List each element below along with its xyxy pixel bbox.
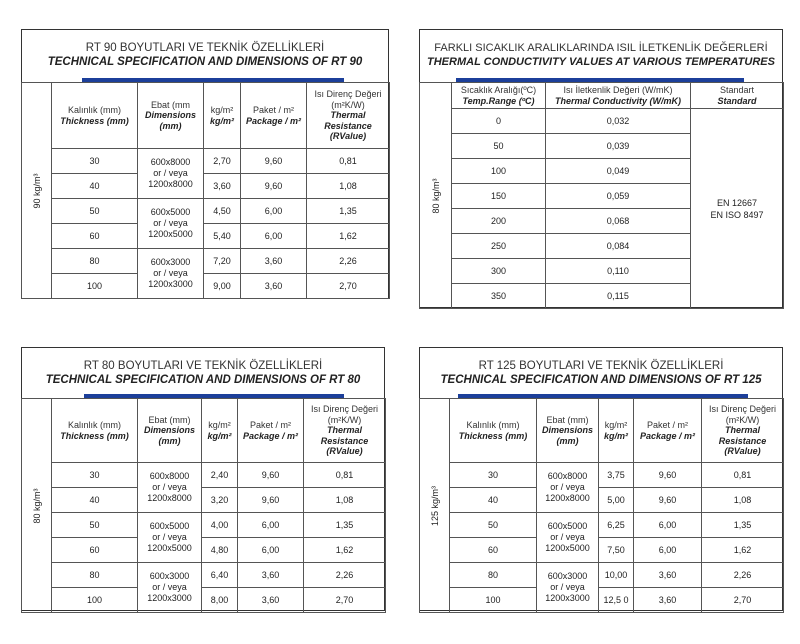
col-thickness: Kalınlık (mm) Thickness (mm): [52, 399, 138, 463]
rt125-panel: [419, 347, 783, 611]
cell-thickness: 100: [52, 274, 138, 299]
cell-dimensions: 600x5000 or / veya 1200x5000: [138, 199, 204, 249]
cell-thickness: 40: [52, 174, 138, 199]
cell-package: 9,60: [241, 149, 307, 174]
cell-dimensions: 600x3000 or / veya 1200x3000: [138, 563, 202, 613]
conductivity-table: [419, 82, 784, 309]
cell-resistance: 2,70: [307, 274, 390, 299]
cell-kg: 12,5 0: [599, 588, 634, 613]
cell-kg: 8,00: [202, 588, 238, 613]
table-row: [420, 588, 784, 613]
cell-kg: 3,75: [599, 463, 634, 488]
cell-resistance: 1,35: [702, 513, 784, 538]
cell-resistance: 0,81: [702, 463, 784, 488]
cell-value: 0,059: [546, 184, 691, 209]
cell-value: 0,032: [546, 109, 691, 134]
rt90-panel: [21, 29, 389, 299]
rt90-title-tr: RT 90 BOYUTLARI VE TEKNİK ÖZELLİKLERİ: [85, 42, 325, 54]
cell-kg: 6,25: [599, 513, 634, 538]
cell-temp: 300: [452, 259, 546, 284]
cell-package: 9,60: [241, 174, 307, 199]
cell-kg: 2,40: [202, 463, 238, 488]
cell-temp: 250: [452, 234, 546, 259]
cell-temp: 0: [452, 109, 546, 134]
header-row: [420, 83, 784, 109]
col-resistance: Isı Direnç Değeri (m²K/W) Thermal Resistance (RValue): [304, 399, 386, 463]
cell-package: 9,60: [238, 488, 304, 513]
col-thickness: Kalınlık (mm) Thickness (mm): [450, 399, 537, 463]
col-kg: kg/m² kg/m²: [204, 83, 241, 149]
cell-kg: 2,70: [204, 149, 241, 174]
cell-thickness: 30: [450, 463, 537, 488]
cell-temp: 200: [452, 209, 546, 234]
cell-dimensions: 600x3000 or / veya 1200x3000: [138, 249, 204, 299]
cell-value: 0,084: [546, 234, 691, 259]
cell-dimensions: 600x5000 or / veya 1200x5000: [537, 513, 599, 563]
table-row: [420, 488, 784, 513]
col-resistance: Isı Direnç Değeri (m²K/W) Thermal Resistance (RValue): [702, 399, 784, 463]
table-row: [22, 513, 386, 538]
table-row: [22, 488, 386, 513]
cell-resistance: 1,62: [307, 224, 390, 249]
conductivity-title-en: THERMAL CONDUCTIVITY VALUES AT VARIOUS TEMPERATURES: [427, 56, 775, 68]
cell-thickness: 100: [450, 588, 537, 613]
col-resistance: Isı Direnç Değeri (m²K/W) Thermal Resistance (RValue): [307, 83, 390, 149]
cell-package: 3,60: [634, 588, 702, 613]
cell-dimensions: 600x5000 or / veya 1200x5000: [138, 513, 202, 563]
cell-resistance: 2,70: [702, 588, 784, 613]
density-label: 125 kg/m³: [420, 399, 450, 613]
cell-dimensions: 600x3000 or / veya 1200x3000: [537, 563, 599, 613]
table-row: [22, 174, 390, 199]
cell-package: 9,60: [634, 463, 702, 488]
cell-thickness: 50: [52, 513, 138, 538]
col-dimensions: Ebat (mm) Dimensions (mm): [138, 399, 202, 463]
table-row: [22, 563, 386, 588]
cell-kg: 9,00: [204, 274, 241, 299]
density-label: 80 kg/m³: [420, 83, 452, 309]
cell-resistance: 1,62: [702, 538, 784, 563]
table-row: [22, 588, 386, 613]
cell-resistance: 2,26: [702, 563, 784, 588]
rt80-title: [22, 359, 384, 387]
cell-package: 6,00: [634, 513, 702, 538]
cell-kg: 3,60: [204, 174, 241, 199]
col-temp-range: Sıcaklık Aralığı(ºC) Temp.Range (ºC): [452, 83, 546, 109]
cell-thickness: 60: [52, 224, 138, 249]
rt80-title-tr: RT 80 BOYUTLARI VE TEKNİK ÖZELLİKLERİ: [83, 360, 323, 372]
cell-kg: 7,20: [204, 249, 241, 274]
cell-thickness: 60: [450, 538, 537, 563]
cell-resistance: 1,08: [702, 488, 784, 513]
rt125-title-en: TECHNICAL SPECIFICATION AND DIMENSIONS OF RT 125: [440, 374, 762, 386]
cell-thickness: 80: [52, 563, 138, 588]
cell-kg: 4,00: [202, 513, 238, 538]
rt90-table: [21, 82, 390, 299]
cell-value: 0,110: [546, 259, 691, 284]
col-standard: Standart Standard: [691, 83, 784, 109]
cell-thickness: 40: [450, 488, 537, 513]
cell-thickness: 60: [52, 538, 138, 563]
rt80-title-en: TECHNICAL SPECIFICATION AND DIMENSIONS OF RT 80: [45, 374, 361, 386]
table-row: [22, 224, 390, 249]
rt80-table: [21, 398, 386, 613]
cell-package: 6,00: [238, 513, 304, 538]
cell-package: 3,60: [241, 274, 307, 299]
cell-resistance: 2,26: [304, 563, 386, 588]
table-row: [22, 249, 390, 274]
cell-package: 3,60: [241, 249, 307, 274]
cell-dimensions: 600x8000 or / veya 1200x8000: [138, 463, 202, 513]
cell-thickness: 40: [52, 488, 138, 513]
cell-kg: 5,00: [599, 488, 634, 513]
cell-value: 0,068: [546, 209, 691, 234]
cell-resistance: 1,08: [304, 488, 386, 513]
cell-kg: 4,50: [204, 199, 241, 224]
cell-kg: 7,50: [599, 538, 634, 563]
cell-package: 6,00: [238, 538, 304, 563]
col-kg: kg/m² kg/m²: [202, 399, 238, 463]
cell-temp: 350: [452, 284, 546, 309]
rt125-title-tr: RT 125 BOYUTLARI VE TEKNİK ÖZELLİKLERİ: [478, 360, 724, 372]
cell-resistance: 0,81: [307, 149, 390, 174]
table-row: [420, 538, 784, 563]
cell-standard: EN 12667 EN ISO 8497: [691, 109, 784, 309]
cell-thickness: 30: [52, 463, 138, 488]
cell-thickness: 80: [52, 249, 138, 274]
col-package: Paket / m² Package / m²: [241, 83, 307, 149]
cell-thickness: 100: [52, 588, 138, 613]
cell-package: 3,60: [634, 563, 702, 588]
cell-resistance: 2,70: [304, 588, 386, 613]
cell-kg: 5,40: [204, 224, 241, 249]
cell-resistance: 0,81: [304, 463, 386, 488]
cell-dimensions: 600x8000 or / veya 1200x8000: [537, 463, 599, 513]
cell-kg: 3,20: [202, 488, 238, 513]
header-row: [22, 83, 390, 149]
cell-package: 3,60: [238, 588, 304, 613]
cell-resistance: 1,35: [304, 513, 386, 538]
cell-package: 3,60: [238, 563, 304, 588]
col-dimensions: Ebat (mm) Dimensions (mm): [537, 399, 599, 463]
table-row: [420, 513, 784, 538]
cell-value: 0,039: [546, 134, 691, 159]
conductivity-panel: [419, 29, 783, 308]
density-label: 80 kg/m³: [22, 399, 52, 613]
conductivity-title: [420, 41, 782, 69]
rt90-title: [22, 41, 388, 69]
cell-value: 0,049: [546, 159, 691, 184]
table-row: [420, 463, 784, 488]
rt125-table: [419, 398, 784, 613]
cell-temp: 50: [452, 134, 546, 159]
col-thickness: Kalınlık (mm) Thickness (mm): [52, 83, 138, 149]
table-row: [22, 274, 390, 299]
cell-thickness: 50: [52, 199, 138, 224]
cell-kg: 4,80: [202, 538, 238, 563]
rt125-title: [420, 359, 782, 387]
cell-value: 0,115: [546, 284, 691, 309]
cell-resistance: 2,26: [307, 249, 390, 274]
cell-package: 9,60: [238, 463, 304, 488]
cell-thickness: 50: [450, 513, 537, 538]
table-row: [22, 463, 386, 488]
table-row: [420, 563, 784, 588]
cell-resistance: 1,35: [307, 199, 390, 224]
col-kg: kg/m² kg/m²: [599, 399, 634, 463]
conductivity-title-tr: FARKLI SICAKLIK ARALIKLARINDA ISIL İLETKENLİK DEĞERLERİ: [434, 42, 768, 54]
density-label: 90 kg/m³: [22, 83, 52, 299]
rt80-panel: [21, 347, 385, 611]
table-row: [22, 149, 390, 174]
cell-dimensions: 600x8000 or / veya 1200x8000: [138, 149, 204, 199]
col-conductivity: Isı İletkenlik Değeri (W/mK) Thermal Conductivity (W/mK): [546, 83, 691, 109]
cell-package: 9,60: [634, 488, 702, 513]
cell-thickness: 80: [450, 563, 537, 588]
col-package: Paket / m² Package / m²: [238, 399, 304, 463]
cell-temp: 100: [452, 159, 546, 184]
col-package: Paket / m² Package / m²: [634, 399, 702, 463]
cell-kg: 6,40: [202, 563, 238, 588]
cell-resistance: 1,08: [307, 174, 390, 199]
table-row: [22, 199, 390, 224]
cell-temp: 150: [452, 184, 546, 209]
cell-kg: 10,00: [599, 563, 634, 588]
rt90-title-en: TECHNICAL SPECIFICATION AND DIMENSIONS OF RT 90: [47, 56, 363, 68]
cell-resistance: 1,62: [304, 538, 386, 563]
cell-package: 6,00: [241, 199, 307, 224]
table-row: [420, 109, 784, 134]
header-row: [420, 399, 784, 463]
cell-package: 6,00: [241, 224, 307, 249]
header-row: [22, 399, 386, 463]
col-dimensions: Ebat (mm Dimensions (mm): [138, 83, 204, 149]
cell-package: 6,00: [634, 538, 702, 563]
cell-thickness: 30: [52, 149, 138, 174]
table-row: [22, 538, 386, 563]
